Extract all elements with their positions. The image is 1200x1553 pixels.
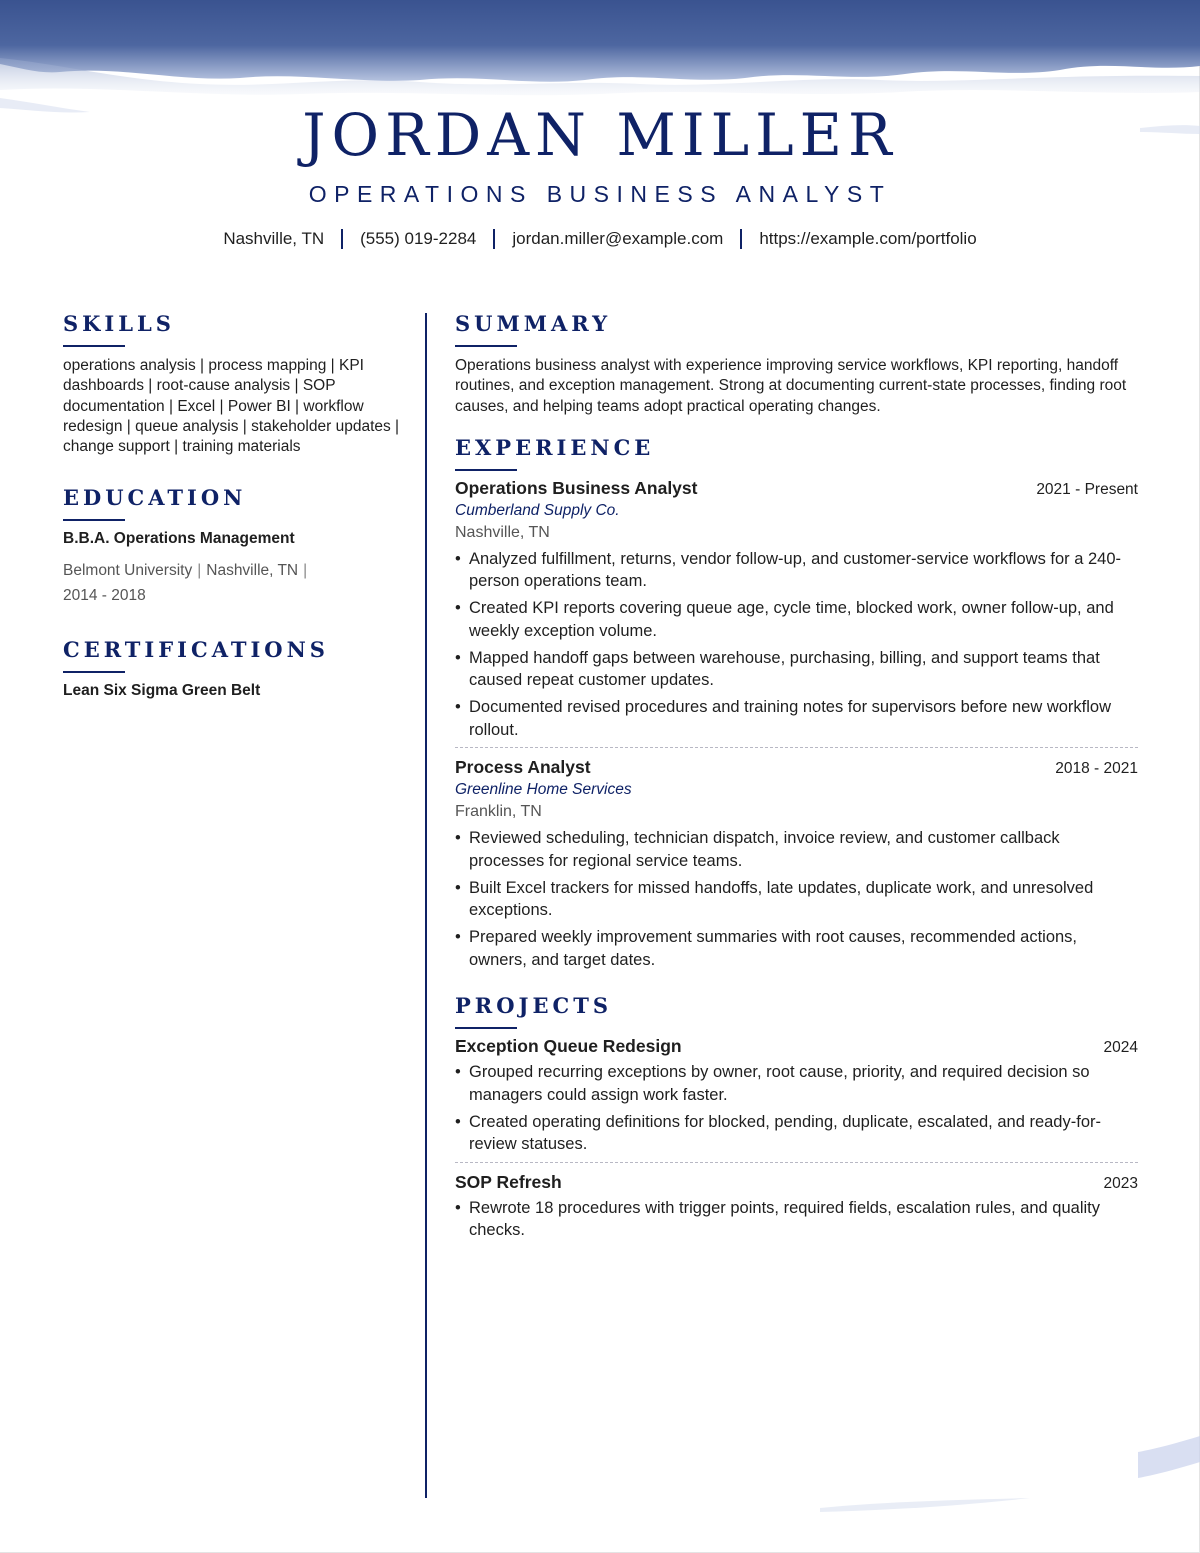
section-heading: EXPERIENCE bbox=[455, 434, 655, 460]
candidate-title: OPERATIONS BUSINESS ANALYST bbox=[308, 181, 892, 207]
summary-text: Operations business analyst with experience improving service workflows, KPI reporting, handoff routines, and exception management. Strong at documenting current-state processes, finding root causes, and helping teams adopt practical operating changes. bbox=[455, 357, 1127, 415]
summary-section bbox=[455, 311, 1138, 417]
bullet-item: • Built Excel trackers for missed handoffs, late updates, duplicate work, and unresolved exceptions. bbox=[455, 877, 1138, 922]
experience-section bbox=[455, 435, 1138, 972]
bullet-item: • Documented revised procedures and training notes for supervisors before new workflow rollout. bbox=[455, 696, 1138, 741]
pipe-separator: | bbox=[197, 562, 202, 580]
project-date: 2024 bbox=[1103, 1039, 1138, 1057]
section-heading: SUMMARY bbox=[455, 311, 612, 336]
job-company: Greenline Home Services bbox=[455, 781, 632, 799]
education-section bbox=[63, 485, 403, 608]
contact-email[interactable]: jordan.miller@example.com bbox=[512, 229, 724, 248]
heading-underline bbox=[63, 671, 125, 673]
contact-separator bbox=[493, 229, 495, 249]
heading-underline bbox=[63, 345, 125, 347]
education-dates: 2014 - 2018 bbox=[63, 587, 146, 605]
job-entry bbox=[455, 757, 1138, 971]
project-header bbox=[455, 1036, 1138, 1057]
job-company: Cumberland Supply Co. bbox=[455, 501, 620, 519]
job-title: Process Analyst bbox=[455, 757, 591, 778]
heading-underline bbox=[455, 1027, 517, 1029]
heading-underline bbox=[63, 519, 125, 521]
contact-website[interactable]: https://example.com/portfolio bbox=[759, 229, 977, 248]
section-heading: EDUCATION bbox=[63, 485, 247, 511]
resume-header bbox=[0, 100, 1200, 208]
project-entry bbox=[455, 1172, 1138, 1242]
contact-separator bbox=[341, 229, 343, 249]
certifications-section bbox=[63, 637, 403, 700]
heading-underline bbox=[455, 469, 517, 471]
section-heading: CERTIFICATIONS bbox=[63, 637, 329, 663]
bullet-item: • Analyzed fulfillment, returns, vendor follow-up, and customer-service workflows for a 240-person operations team. bbox=[455, 548, 1138, 593]
column-divider bbox=[425, 313, 427, 1498]
bullet-item: • Prepared weekly improvement summaries with root causes, recommended actions, owners, and target dates. bbox=[455, 926, 1138, 971]
certification-item: Lean Six Sigma Green Belt bbox=[63, 682, 261, 700]
education-details bbox=[63, 558, 403, 608]
project-title: Exception Queue Redesign bbox=[455, 1036, 682, 1057]
bullet-item: • Created operating definitions for blocked, pending, duplicate, escalated, and ready-for-review statuses. bbox=[455, 1111, 1138, 1156]
projects-section bbox=[455, 993, 1138, 1242]
skills-section bbox=[63, 311, 403, 457]
job-entry bbox=[455, 478, 1138, 742]
project-bullets bbox=[455, 1197, 1138, 1242]
project-entry bbox=[455, 1036, 1138, 1156]
contact-separator bbox=[740, 229, 742, 249]
project-bullets bbox=[455, 1061, 1138, 1156]
bullet-item: • Created KPI reports covering queue age, cycle time, blocked work, owner follow-up, and weekly exception volume. bbox=[455, 597, 1138, 642]
job-header bbox=[455, 478, 1138, 499]
entry-separator bbox=[455, 1162, 1138, 1163]
contact-line bbox=[0, 229, 1200, 249]
job-location: Franklin, TN bbox=[455, 803, 542, 821]
heading-underline bbox=[455, 345, 517, 347]
job-header bbox=[455, 757, 1138, 778]
job-bullets bbox=[455, 827, 1138, 971]
job-bullets bbox=[455, 548, 1138, 742]
education-school: Belmont University bbox=[63, 562, 193, 580]
left-column bbox=[63, 311, 403, 700]
job-title: Operations Business Analyst bbox=[455, 477, 698, 498]
project-header bbox=[455, 1172, 1138, 1193]
entry-separator bbox=[455, 747, 1138, 748]
job-dates: 2018 - 2021 bbox=[1055, 760, 1138, 778]
education-degree: B.B.A. Operations Management bbox=[63, 530, 295, 548]
job-location: Nashville, TN bbox=[455, 523, 550, 541]
contact-phone: (555) 019-2284 bbox=[360, 229, 477, 248]
pipe-separator: | bbox=[303, 562, 308, 580]
section-heading: PROJECTS bbox=[455, 993, 612, 1019]
right-column bbox=[455, 311, 1138, 1246]
contact-location: Nashville, TN bbox=[223, 229, 325, 248]
project-date: 2023 bbox=[1103, 1174, 1138, 1192]
candidate-name: JORDAN MILLER bbox=[302, 101, 898, 169]
job-dates: 2021 - Present bbox=[1036, 480, 1138, 498]
bullet-item: • Grouped recurring exceptions by owner, root cause, priority, and required decision so managers could assign work faster. bbox=[455, 1061, 1138, 1106]
education-location: Nashville, TN bbox=[206, 562, 299, 580]
bullet-item: • Mapped handoff gaps between warehouse, purchasing, billing, and support teams that caused repeat customer updates. bbox=[455, 647, 1138, 692]
bullet-item: • Reviewed scheduling, technician dispatch, invoice review, and customer callback processes for regional service teams. bbox=[455, 827, 1138, 872]
bullet-item: • Rewrote 18 procedures with trigger points, required fields, escalation rules, and quality checks. bbox=[455, 1197, 1138, 1242]
skills-list: operations analysis | process mapping | KPI dashboards | root-cause analysis | SOP documentation | Excel | Power BI | workflow redesign | queue analysis | stakeholder updates | change support | training materials bbox=[63, 357, 400, 456]
section-heading: SKILLS bbox=[63, 311, 175, 336]
project-title: SOP Refresh bbox=[455, 1171, 562, 1192]
